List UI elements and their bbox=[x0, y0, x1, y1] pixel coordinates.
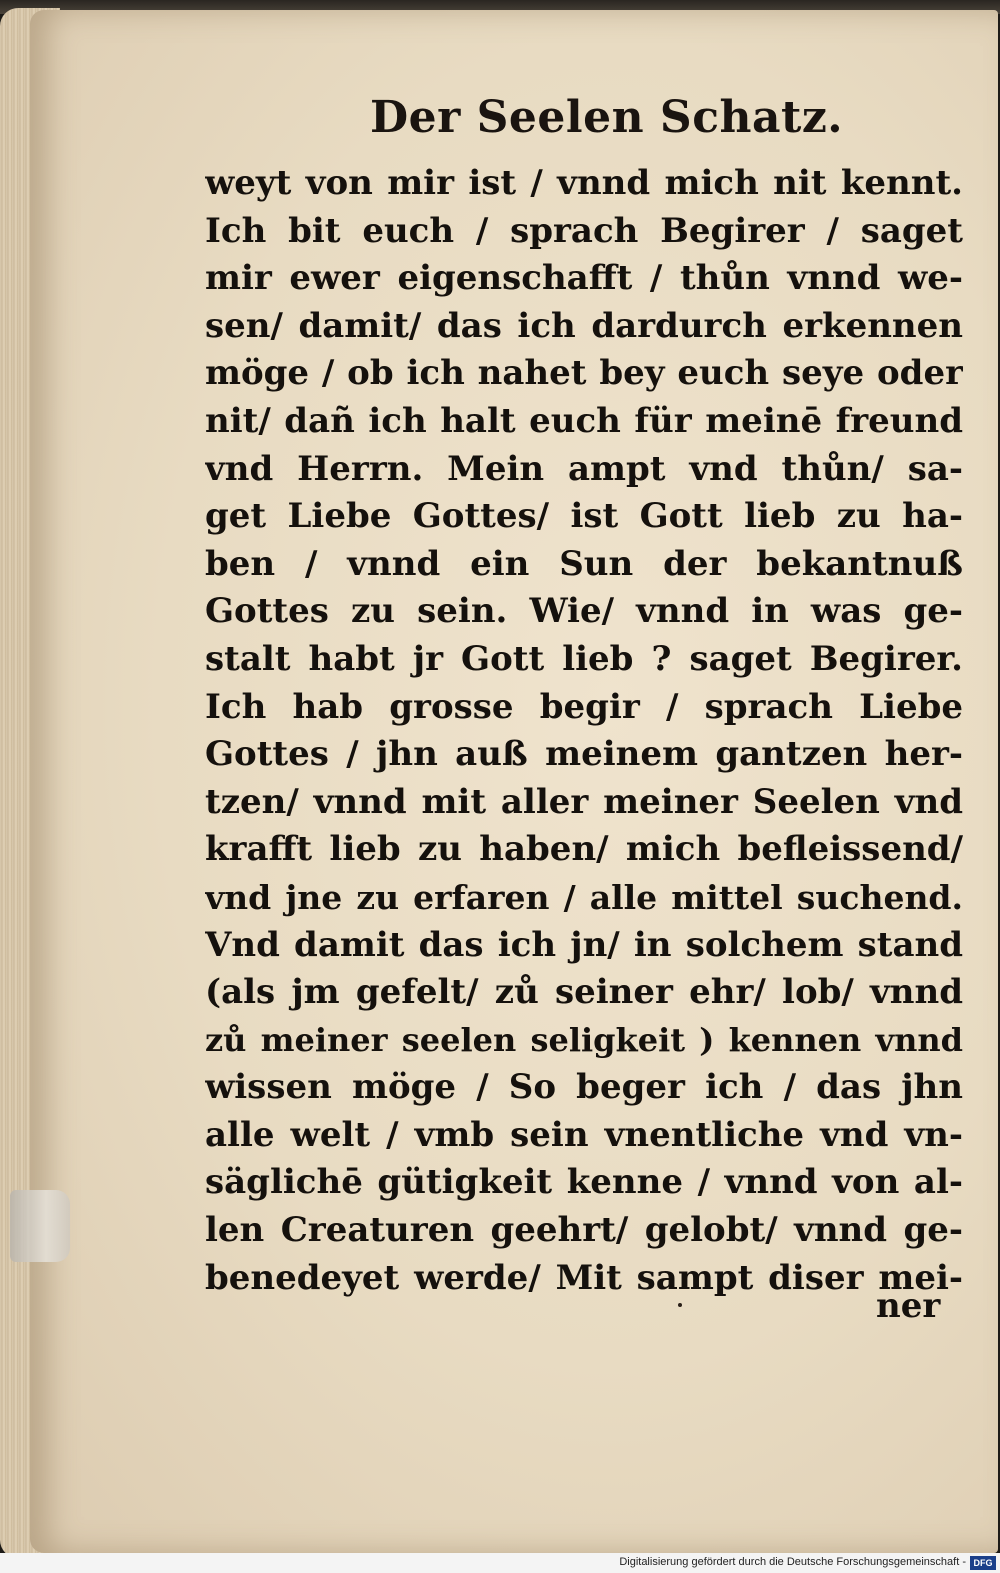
text-line: weyt von mir ist / vnnd mich nit kennt. bbox=[205, 163, 963, 203]
text-block bbox=[205, 160, 963, 1302]
text-line: Gottes zu sein. Wie/ vnnd in was ge- bbox=[205, 591, 963, 632]
catchword: ner bbox=[876, 1286, 941, 1326]
text-line: vnd Herrn. Mein ampt vnd thůn/ sa- bbox=[205, 448, 963, 489]
dfg-logo: DFG bbox=[970, 1556, 996, 1570]
text-line: stalt habt jr Gott lieb ? saget Begirer. bbox=[205, 638, 963, 679]
text-line: ben / vnnd ein Sun der bekantnuß bbox=[205, 543, 963, 584]
text-line: Vnd damit das ich jn/ in solchem stand bbox=[205, 924, 963, 965]
text-line: zů meiner seelen seligkeit ) kennen vnnd bbox=[205, 1020, 963, 1059]
text-line: len Creaturen geehrt/ gelobt/ vnnd ge- bbox=[205, 1210, 963, 1251]
text-line: Gottes / jhn auß meinem gantzen her- bbox=[205, 734, 963, 775]
text-line: säglichē gütigkeit kenne / vnnd von al- bbox=[205, 1162, 963, 1203]
text-line: tzen/ vnnd mit aller meiner Seelen vnd bbox=[205, 781, 963, 822]
text-line: (als jm gefelt/ zů seiner ehr/ lob/ vnnd bbox=[205, 972, 963, 1013]
footer-credit: Digitalisierung gefördert durch die Deutsche Forschungsgemeinschaft - bbox=[619, 1556, 966, 1568]
text-line: sen/ damit/ das ich dardurch erkennen bbox=[205, 305, 963, 346]
text-line: alle welt / vmb sein vnentliche vnd vn- bbox=[205, 1114, 963, 1155]
text-line: möge / ob ich nahet bey euch seye oder bbox=[205, 353, 963, 394]
text-line: vnd jne zu erfaren / alle mittel suchend. bbox=[205, 877, 963, 917]
ink-dot bbox=[678, 1303, 682, 1307]
text-line: get Liebe Gottes/ ist Gott lieb zu ha- bbox=[205, 496, 963, 537]
text-line: Ich bit euch / sprach Begirer / saget bbox=[205, 210, 963, 251]
text-line: mir ewer eigenschafft / thůn vnnd we- bbox=[205, 258, 963, 299]
text-line: Ich hab grosse begir / sprach Liebe bbox=[205, 686, 963, 727]
text-line: nit/ dañ ich halt euch für meinē freund bbox=[205, 400, 963, 441]
running-head: Der Seelen Schatz. bbox=[370, 92, 844, 143]
bookmark-clip bbox=[10, 1190, 70, 1262]
text-line: krafft lieb zu haben/ mich befleissend/ bbox=[205, 829, 963, 870]
footer-bar bbox=[0, 1553, 1000, 1573]
text-line: benedeyet werde/ Mit sampt diser mei- bbox=[205, 1257, 963, 1298]
text-line: wissen möge / So beger ich / das jhn bbox=[205, 1067, 963, 1108]
